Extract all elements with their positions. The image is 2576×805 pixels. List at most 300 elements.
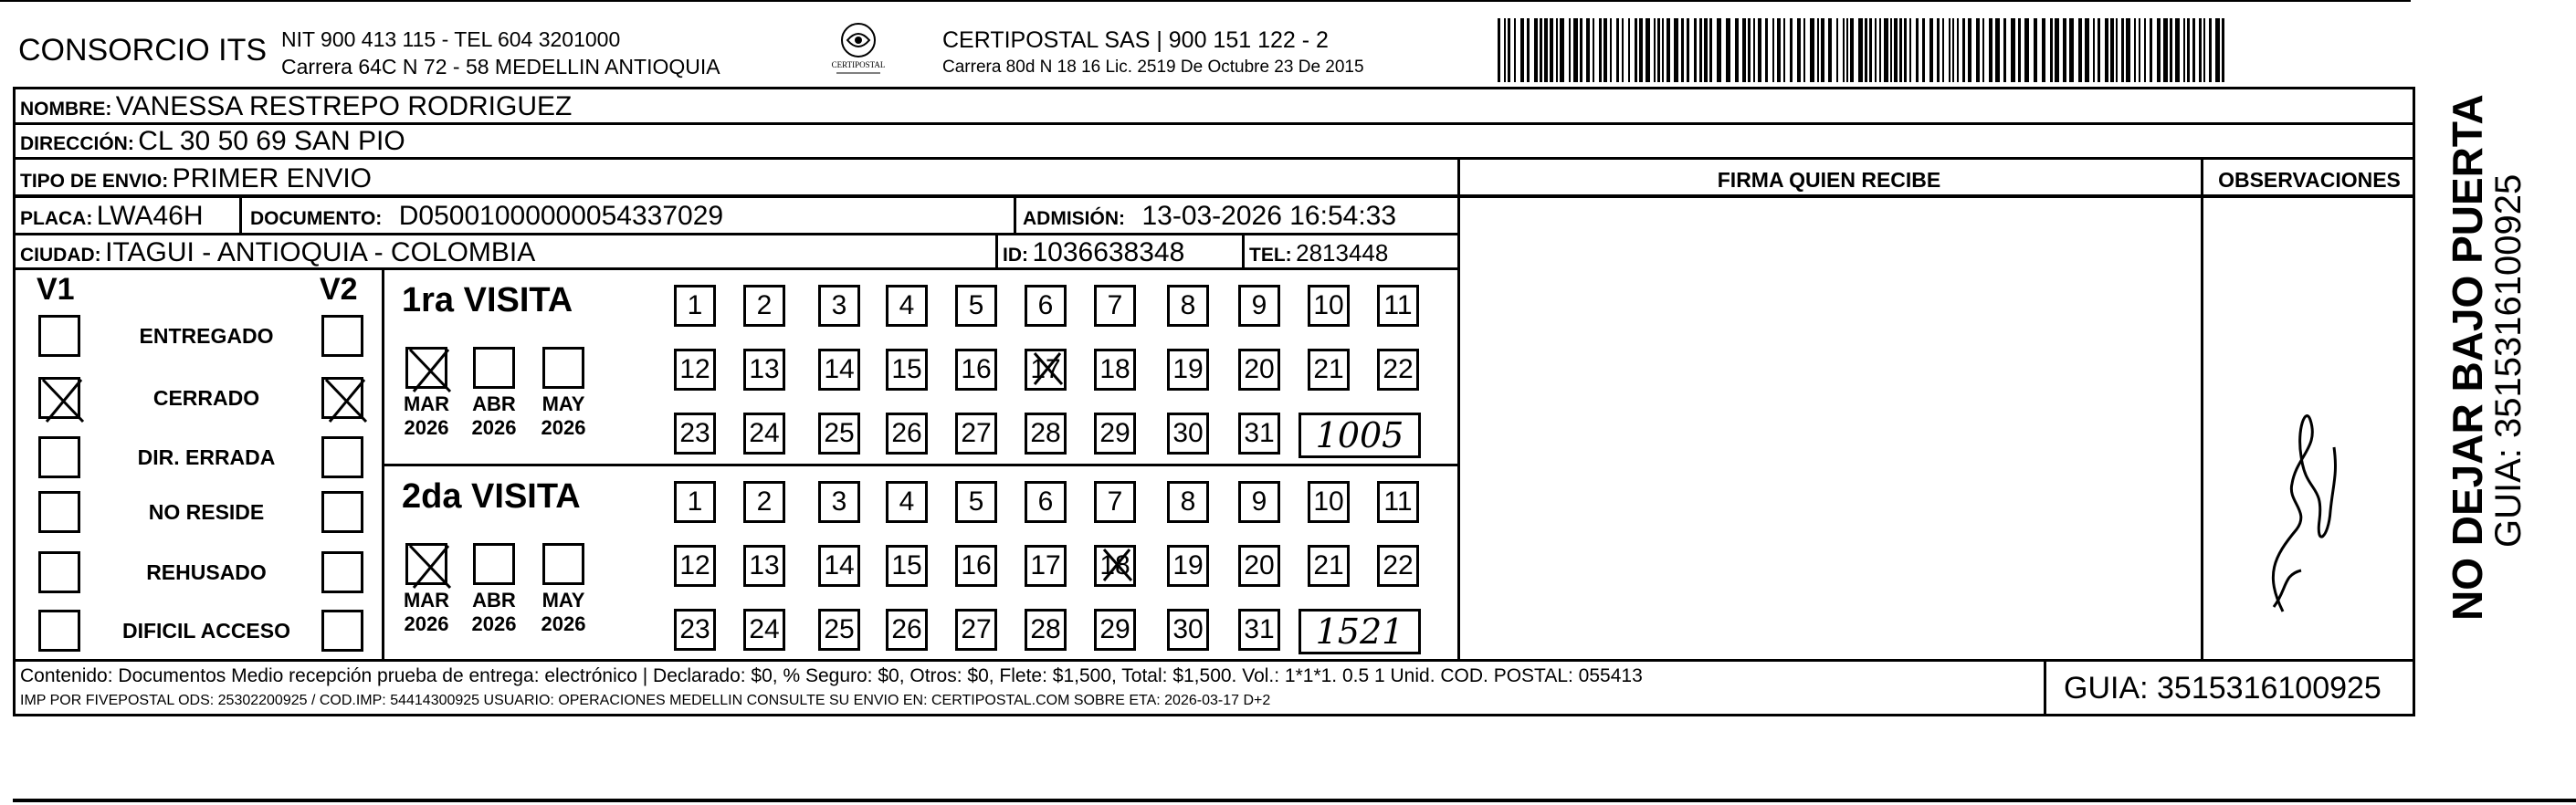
day-cell[interactable] <box>955 545 997 587</box>
content-details: Contenido: Documentos Medio recepción prueba de entrega: electrónico | Declarado: $0, % Seguro: $0, Otros: $0, Flete: $1,500, Total: $1,500. Vol.: 1*1*1. 0.5 1 Unid. COD. POSTAL: 055413 <box>20 665 1643 686</box>
day-cell[interactable] <box>743 349 785 391</box>
barcode-bar <box>1593 18 1594 82</box>
barcode-bar <box>1527 18 1530 82</box>
barcode-bar <box>1560 18 1564 82</box>
barcode-bar <box>1635 18 1637 82</box>
barcode-bar <box>1586 18 1590 82</box>
barcode-bar <box>1681 18 1684 82</box>
barcode-bar <box>2175 18 2180 82</box>
barcode-bar <box>1540 18 1542 82</box>
barcode-bar <box>1890 18 1892 82</box>
barcode-bar <box>2034 18 2037 82</box>
day-number: 16 <box>961 550 992 580</box>
day-number: 31 <box>1244 418 1275 448</box>
barcode-bar <box>2192 18 2195 82</box>
barcode-bar <box>1772 18 1774 82</box>
day-number: 10 <box>1313 290 1344 320</box>
day-cell[interactable] <box>886 413 928 455</box>
barcode-bar <box>1843 18 1845 82</box>
day-cell[interactable] <box>743 285 785 327</box>
barcode-bar <box>1622 18 1624 82</box>
day-cell[interactable] <box>1025 413 1067 455</box>
company-name: CONSORCIO ITS <box>18 33 268 68</box>
day-number: 25 <box>824 418 855 448</box>
tel-label: TEL: <box>1249 245 1292 266</box>
barcode-bar <box>1929 18 1933 82</box>
day-number: 3 <box>831 290 847 320</box>
day-number: 24 <box>749 418 780 448</box>
month-checkbox[interactable] <box>405 347 447 389</box>
month-name: MAY <box>541 392 585 415</box>
name-row <box>20 93 572 120</box>
barcode-bar <box>1916 18 1919 82</box>
day-number: 27 <box>961 614 992 644</box>
observations-label: OBSERVACIONES <box>2218 168 2401 192</box>
barcode-bar <box>1735 18 1739 82</box>
handwritten-signature <box>2246 392 2356 621</box>
day-number: 23 <box>679 614 710 644</box>
address-label: DIRECCIÓN: <box>20 133 134 154</box>
day-number: 7 <box>1107 290 1123 320</box>
admission-value: 13-03-2026 16:54:33 <box>1141 201 1397 231</box>
day-number: 21 <box>1313 550 1344 580</box>
barcode-bar <box>1504 18 1506 82</box>
barcode-bar <box>1639 18 1643 82</box>
barcode-bar <box>2222 18 2224 82</box>
barcode-bar <box>1753 18 1755 82</box>
month-label <box>396 589 457 636</box>
day-number: 1 <box>687 290 703 320</box>
document-cell <box>250 203 723 230</box>
barcode-bar <box>1657 18 1660 82</box>
day-cell[interactable] <box>674 285 716 327</box>
barcode-bar <box>1687 18 1689 82</box>
day-cell[interactable] <box>1238 285 1280 327</box>
status-label: CERRADO <box>152 386 260 410</box>
day-cell[interactable] <box>955 609 997 651</box>
barcode-bar <box>2170 18 2172 82</box>
day-cell[interactable] <box>1167 545 1209 587</box>
barcode-bar <box>2069 18 2074 82</box>
day-cell[interactable] <box>1377 349 1419 391</box>
day-cell[interactable] <box>1167 609 1209 651</box>
svg-text:CERTIPOSTAL: CERTIPOSTAL <box>831 60 886 69</box>
barcode-bar <box>1748 18 1751 82</box>
barcode-bar <box>1922 18 1925 82</box>
barcode-bar <box>2199 18 2202 82</box>
footer-guide-number: GUIA: 3515316100925 <box>2064 671 2381 706</box>
barcode-bar <box>1869 18 1872 82</box>
barcode-bar <box>1514 18 1516 82</box>
day-number: 22 <box>1383 550 1414 580</box>
day-number: 9 <box>1251 290 1267 320</box>
day-number: 24 <box>749 614 780 644</box>
day-cell[interactable] <box>1238 545 1280 587</box>
v1-checkbox[interactable] <box>38 551 80 593</box>
barcode-bar <box>1879 18 1881 82</box>
barcode-bar <box>1949 18 1950 82</box>
id-cell <box>1003 239 1184 267</box>
barcode-bar <box>2042 18 2045 82</box>
id-label: ID: <box>1003 245 1028 266</box>
day-cell[interactable] <box>1094 609 1136 651</box>
barcode-bar <box>1569 18 1571 82</box>
day-cell[interactable] <box>674 481 716 523</box>
v1-header: V1 <box>37 272 75 307</box>
day-cell[interactable] <box>1167 285 1209 327</box>
day-cell[interactable] <box>1238 481 1280 523</box>
day-number: 15 <box>891 354 922 384</box>
barcode-bar <box>2003 18 2006 82</box>
barcode-bar <box>1989 18 1992 82</box>
barcode-bar <box>1850 18 1854 82</box>
recipient-name: VANESSA RESTREPO RODRIGUEZ <box>115 91 573 121</box>
month-name: ABR <box>472 392 516 415</box>
day-number: 8 <box>1180 486 1196 517</box>
city-value: ITAGUI - ANTIOQUIA - COLOMBIA <box>105 237 536 267</box>
day-cell[interactable] <box>1238 609 1280 651</box>
month-checkbox[interactable] <box>473 543 515 585</box>
v2-checkbox[interactable] <box>321 610 363 652</box>
day-cell[interactable] <box>1094 285 1136 327</box>
day-cell[interactable] <box>818 285 860 327</box>
barcode-bar <box>1957 18 1959 82</box>
day-number: 19 <box>1172 550 1204 580</box>
barcode-bar <box>1556 18 1558 82</box>
barcode-bar <box>2078 18 2082 82</box>
barcode-bar <box>1662 18 1664 82</box>
barcode-bar <box>1865 18 1867 82</box>
plate-label: PLACA: <box>20 208 93 229</box>
day-cell[interactable] <box>743 609 785 651</box>
day-number: 29 <box>1099 418 1130 448</box>
barcode-bar <box>1884 18 1888 82</box>
v2-checkbox[interactable] <box>321 377 363 419</box>
day-cell[interactable] <box>886 285 928 327</box>
day-number: 18 <box>1099 354 1130 384</box>
day-number: 14 <box>824 550 855 580</box>
status-label: DIR. ERRADA <box>137 445 276 469</box>
day-cell[interactable] <box>1025 545 1067 587</box>
day-cell[interactable] <box>955 349 997 391</box>
month-year: 2026 <box>404 612 449 635</box>
barcode-bar <box>1797 18 1801 82</box>
barcode-bar <box>1982 18 1984 82</box>
day-cell[interactable] <box>743 481 785 523</box>
status-label: ENTREGADO <box>139 324 274 348</box>
day-number: 6 <box>1037 290 1054 320</box>
barcode-bar <box>2139 18 2140 82</box>
barcode-bar <box>1628 18 1630 82</box>
barcode-bar <box>1765 18 1768 82</box>
shipment-label: TIPO DE ENVIO: <box>20 171 169 192</box>
day-number: 30 <box>1172 614 1204 644</box>
barcode-bar <box>1704 18 1708 82</box>
admission-cell <box>1023 203 1396 230</box>
v2-header: V2 <box>320 272 358 307</box>
day-number: 23 <box>679 418 710 448</box>
barcode-bar <box>1777 18 1781 82</box>
barcode-bar <box>1616 18 1619 82</box>
day-cell[interactable] <box>818 349 860 391</box>
do-not-leave-under-door: NO DEJAR BAJO PUERTA <box>2444 94 2491 621</box>
month-label <box>396 392 457 440</box>
day-cell[interactable] <box>955 481 997 523</box>
top-border <box>0 0 2411 2</box>
print-info: IMP POR FIVEPOSTAL ODS: 25302200925 / COD.IMP: 54414300925 USUARIO: OPERACIONES MEDELLIN CONSULTE SU ENVIO EN: CERTIPOSTAL.COM SOBRE ETA: 2026-03-17 D+2 <box>20 693 1271 708</box>
barcode-bar <box>2011 18 2015 82</box>
company-nit: NIT 900 413 115 - TEL 604 3201000 <box>281 27 621 51</box>
barcode-bar <box>1603 18 1607 82</box>
day-number: 5 <box>968 486 984 517</box>
shipment-row <box>20 165 372 193</box>
day-cell[interactable] <box>1377 481 1419 523</box>
barcode-bar <box>1709 18 1712 82</box>
shipment-type: PRIMER ENVIO <box>172 163 373 193</box>
recipient-address: CL 30 50 69 SAN PIO <box>138 126 405 156</box>
day-cell[interactable] <box>1025 481 1067 523</box>
handwritten-time: 1005 <box>1299 413 1421 458</box>
day-number: 6 <box>1037 486 1054 517</box>
day-number: 8 <box>1180 290 1196 320</box>
barcode-bar <box>1534 18 1538 82</box>
v2-checkbox[interactable] <box>321 315 363 357</box>
barcode-bar <box>1544 18 1548 82</box>
day-cell[interactable] <box>886 349 928 391</box>
barcode-bar <box>1520 18 1524 82</box>
day-number: 28 <box>1030 614 1061 644</box>
day-cell[interactable] <box>886 609 928 651</box>
day-cell[interactable] <box>1094 349 1136 391</box>
day-cell[interactable] <box>1025 349 1067 391</box>
day-number: 12 <box>679 354 710 384</box>
barcode-bar <box>2215 18 2220 82</box>
company-address: Carrera 64C N 72 - 58 MEDELLIN ANTIOQUIA <box>281 55 720 78</box>
month-label <box>533 589 594 636</box>
month-name: ABR <box>472 589 516 612</box>
v1-checkbox[interactable] <box>38 377 80 419</box>
day-cell[interactable] <box>886 545 928 587</box>
v1-checkbox[interactable] <box>38 315 80 357</box>
barcode-bar <box>2163 18 2168 82</box>
v1-checkbox[interactable] <box>38 610 80 652</box>
day-cell[interactable] <box>818 413 860 455</box>
day-number: 26 <box>891 418 922 448</box>
tel-cell <box>1249 241 1388 265</box>
month-checkbox[interactable] <box>542 543 584 585</box>
day-cell[interactable] <box>955 413 997 455</box>
day-cell[interactable] <box>1308 481 1350 523</box>
barcode-bar <box>1828 18 1832 82</box>
day-number: 4 <box>899 290 915 320</box>
barcode-bar <box>1909 18 1911 82</box>
barcode-bar <box>2187 18 2190 82</box>
month-year: 2026 <box>471 612 517 635</box>
barcode-bar <box>1962 18 1965 82</box>
day-number: 14 <box>824 354 855 384</box>
handwritten-time: 1521 <box>1299 609 1421 654</box>
barcode-bar <box>1875 18 1877 82</box>
barcode-bar <box>2055 18 2059 82</box>
day-number: 28 <box>1030 418 1061 448</box>
day-number: 20 <box>1244 550 1275 580</box>
v1-checkbox[interactable] <box>38 491 80 533</box>
month-name: MAY <box>541 589 585 612</box>
month-year: 2026 <box>404 416 449 439</box>
barcode-bar <box>2150 18 2152 82</box>
barcode-bar <box>1550 18 1553 82</box>
city-label: CIUDAD: <box>20 245 101 266</box>
barcode-bar <box>2209 18 2212 82</box>
barcode-bar <box>2203 18 2205 82</box>
barcode-bar <box>2116 18 2118 82</box>
month-year: 2026 <box>541 612 586 635</box>
day-number: 30 <box>1172 418 1204 448</box>
day-cell[interactable] <box>1094 545 1136 587</box>
barcode-bar <box>1645 18 1650 82</box>
barcode-bar <box>1742 18 1746 82</box>
day-cell[interactable] <box>1025 609 1067 651</box>
barcode-bar <box>1654 18 1656 82</box>
day-number: 27 <box>961 418 992 448</box>
barcode-bar <box>2105 18 2108 82</box>
bottom-rule <box>13 799 2576 802</box>
day-cell[interactable] <box>955 285 997 327</box>
id-value: 1036638348 <box>1032 237 1185 267</box>
barcode-bar <box>2024 18 2029 82</box>
receiver-signature-label: FIRMA QUIEN RECIBE <box>1717 168 1941 192</box>
v2-checkbox[interactable] <box>321 491 363 533</box>
day-cell[interactable] <box>886 481 928 523</box>
v1-checkbox[interactable] <box>38 436 80 478</box>
day-number: 13 <box>749 550 780 580</box>
barcode-bar <box>2110 18 2114 82</box>
v2-checkbox[interactable] <box>321 436 363 478</box>
barcode-bar <box>2098 18 2100 82</box>
barcode-bar <box>1937 18 1940 82</box>
barcode-bar <box>1976 18 1980 82</box>
day-number: 10 <box>1313 486 1344 517</box>
status-label: NO RESIDE <box>148 500 265 524</box>
status-label: REHUSADO <box>146 560 267 584</box>
day-cell[interactable] <box>674 349 716 391</box>
name-label: NOMBRE: <box>20 99 112 120</box>
day-cell[interactable] <box>674 413 716 455</box>
day-number: 15 <box>891 550 922 580</box>
barcode-bar <box>2093 18 2095 82</box>
plate-value: LWA46H <box>96 201 204 231</box>
barcode-bar <box>1610 18 1612 82</box>
barcode-bar <box>1674 18 1678 82</box>
barcode-bar <box>1858 18 1863 82</box>
month-label <box>464 392 524 440</box>
day-cell[interactable] <box>1167 481 1209 523</box>
barcode-bar <box>1817 18 1819 82</box>
carrier-address: Carrera 80d N 18 16 Lic. 2519 De Octubre 23 De 2015 <box>942 58 1364 77</box>
barcode-bar <box>1942 18 1944 82</box>
city-cell <box>20 239 535 267</box>
barcode-bar <box>1699 18 1702 82</box>
month-checkbox[interactable] <box>473 347 515 389</box>
v2-checkbox[interactable] <box>321 551 363 593</box>
day-cell[interactable] <box>1308 285 1350 327</box>
visit-title: 1ra VISITA <box>402 281 573 319</box>
day-cell[interactable] <box>1238 413 1280 455</box>
day-number: 31 <box>1244 614 1275 644</box>
barcode-bar <box>2183 18 2185 82</box>
tel-value: 2813448 <box>1296 239 1389 267</box>
day-number: 16 <box>961 354 992 384</box>
day-cell[interactable] <box>1167 413 1209 455</box>
day-cell[interactable] <box>1025 285 1067 327</box>
day-cell[interactable] <box>1377 545 1419 587</box>
month-name: MAR <box>403 589 450 612</box>
day-number: 4 <box>899 486 915 517</box>
day-number: 7 <box>1107 486 1123 517</box>
day-cell[interactable] <box>1094 413 1136 455</box>
barcode-bar <box>1498 18 1500 82</box>
day-cell[interactable] <box>818 545 860 587</box>
month-year: 2026 <box>541 416 586 439</box>
barcode-bar <box>1821 18 1824 82</box>
barcode-bar <box>1952 18 1954 82</box>
status-label: DIFICIL ACCESO <box>121 619 290 643</box>
day-number: 17 <box>1030 354 1061 384</box>
day-number: 17 <box>1030 550 1061 580</box>
month-checkbox[interactable] <box>405 543 447 585</box>
barcode-bar <box>1836 18 1838 82</box>
day-number: 12 <box>679 550 710 580</box>
document-value: D05001000000054337029 <box>398 201 724 231</box>
day-number: 19 <box>1172 354 1204 384</box>
carrier-name: CERTIPOSTAL SAS | 900 151 122 - 2 <box>942 27 1329 53</box>
day-cell[interactable] <box>1377 285 1419 327</box>
day-cell[interactable] <box>1167 349 1209 391</box>
day-cell[interactable] <box>674 545 716 587</box>
day-cell[interactable] <box>818 609 860 651</box>
barcode-bar <box>1508 18 1510 82</box>
day-number: 1 <box>687 486 703 517</box>
side-guide-number: GUIA: 3515316100925 <box>2488 173 2529 548</box>
barcode-bar <box>1758 18 1761 82</box>
day-cell[interactable] <box>743 413 785 455</box>
barcode-bar <box>1717 18 1721 82</box>
barcode-bar <box>1904 18 1907 82</box>
day-cell[interactable] <box>1094 481 1136 523</box>
day-cell[interactable] <box>818 481 860 523</box>
day-cell[interactable] <box>743 545 785 587</box>
day-number: 2 <box>756 486 773 517</box>
document-label: DOCUMENTO: <box>250 208 383 229</box>
day-cell[interactable] <box>1308 545 1350 587</box>
day-number: 11 <box>1383 290 1413 320</box>
day-number: 2 <box>756 290 773 320</box>
day-cell[interactable] <box>1238 349 1280 391</box>
day-number: 26 <box>891 614 922 644</box>
barcode-bar <box>1995 18 2000 82</box>
barcode-bar <box>2121 18 2124 82</box>
barcode <box>1498 18 2228 82</box>
barcode-bar <box>2050 18 2053 82</box>
day-number: 9 <box>1251 486 1267 517</box>
day-cell[interactable] <box>674 609 716 651</box>
barcode-bar <box>1846 18 1848 82</box>
day-cell[interactable] <box>1308 349 1350 391</box>
barcode-bar <box>2063 18 2066 82</box>
day-number: 21 <box>1313 354 1344 384</box>
barcode-bar <box>2144 18 2146 82</box>
month-checkbox[interactable] <box>542 347 584 389</box>
